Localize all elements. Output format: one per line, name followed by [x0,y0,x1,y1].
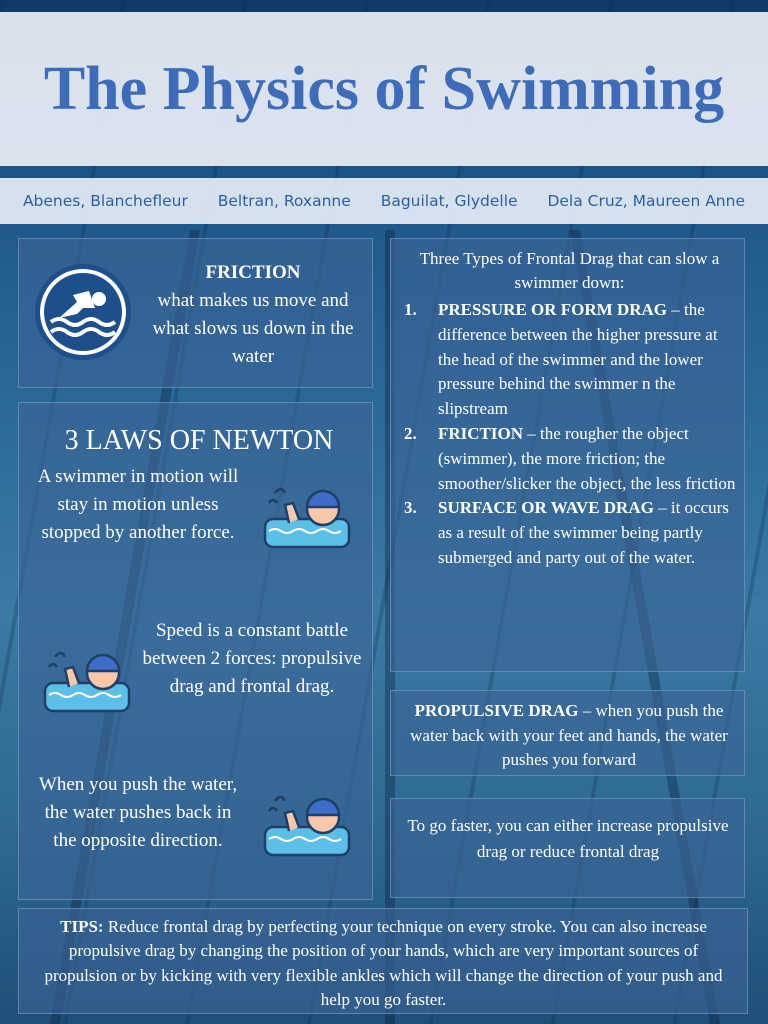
tips-text [31,915,736,1012]
frontal-drag-box [390,238,745,672]
author-name: Beltran, Roxanne [217,192,351,210]
title-band [0,12,768,166]
drag-term: PRESSURE OR FORM DRAG [438,300,668,319]
propulsive-drag-term: PROPULSIVE DRAG [414,701,579,720]
list-item [401,298,741,422]
author-name: Dela Cruz, Maureen Anne [547,192,745,210]
propulsive-drag-description: – when you push the water back with your feet and hands, the water pushes you forward [410,701,728,769]
tips-description: Reduce frontal drag by perfecting your technique on every stroke. You can also increase propulsive drag by changing the position of your hands, which are very important sources of propulsion or by kicking with very flexible ankles which will change the direction of your push and help you go faster. [44,917,723,1009]
drag-description: – it occurs as a result of the swimmer being partly submerged and party out of the water. [438,498,729,567]
friction-box [18,238,373,388]
frontal-drag-list [401,298,741,571]
swimming-child-icon [261,479,353,551]
propulsive-drag-box [390,690,745,776]
swimming-child-icon [41,643,133,715]
author-name: Baguilat, Glydelle [380,192,518,210]
swimmer-icon [33,262,133,362]
tips-label: TIPS: [60,917,104,936]
list-item [401,496,741,570]
newton-law-1: A swimmer in motion will stay in motion unless stopped by another force. [37,466,239,543]
authors-band [0,178,768,224]
page-title: The Physics of Swimming [43,54,725,123]
newton-heading: 3 LAWS OF NEWTON [64,425,334,456]
friction-description: what makes us move and what slows us down in the water [152,290,354,367]
drag-description: – the difference between the higher pressure at the head of the swimmer and the lower pressure behind the swimmer n the slipstream [438,300,718,419]
list-number: 2. [404,423,417,443]
frontal-drag-intro: Three Types of Frontal Drag that can slow a swimmer down: [419,249,720,292]
swimming-child-icon [261,787,353,859]
drag-term: FRICTION [438,423,524,443]
go-faster-text: To go faster, you can either increase propulsive drag or reduce frontal drag [407,816,729,861]
newton-law-3: When you push the water, the water pushes back in the opposite direction. [38,774,238,851]
drag-description: – the rougher the object (swimmer), the more friction; the smoother/slicker the object, the less friction [438,423,736,493]
list-item [401,422,741,496]
author-name: Abenes, Blanchefleur [22,192,188,210]
newton-law-2: Speed is a constant battle between 2 forces: propulsive drag and frontal drag. [142,620,362,697]
list-number: 1. [404,300,417,319]
list-number: 3. [404,498,417,518]
drag-term: SURFACE OR WAVE DRAG [438,498,654,518]
tips-box [18,908,748,1014]
friction-text-block [137,259,369,371]
go-faster-box [390,798,745,898]
propulsive-drag-text [399,699,739,773]
newton-laws-box [18,402,373,900]
friction-heading: FRICTION [205,262,301,283]
